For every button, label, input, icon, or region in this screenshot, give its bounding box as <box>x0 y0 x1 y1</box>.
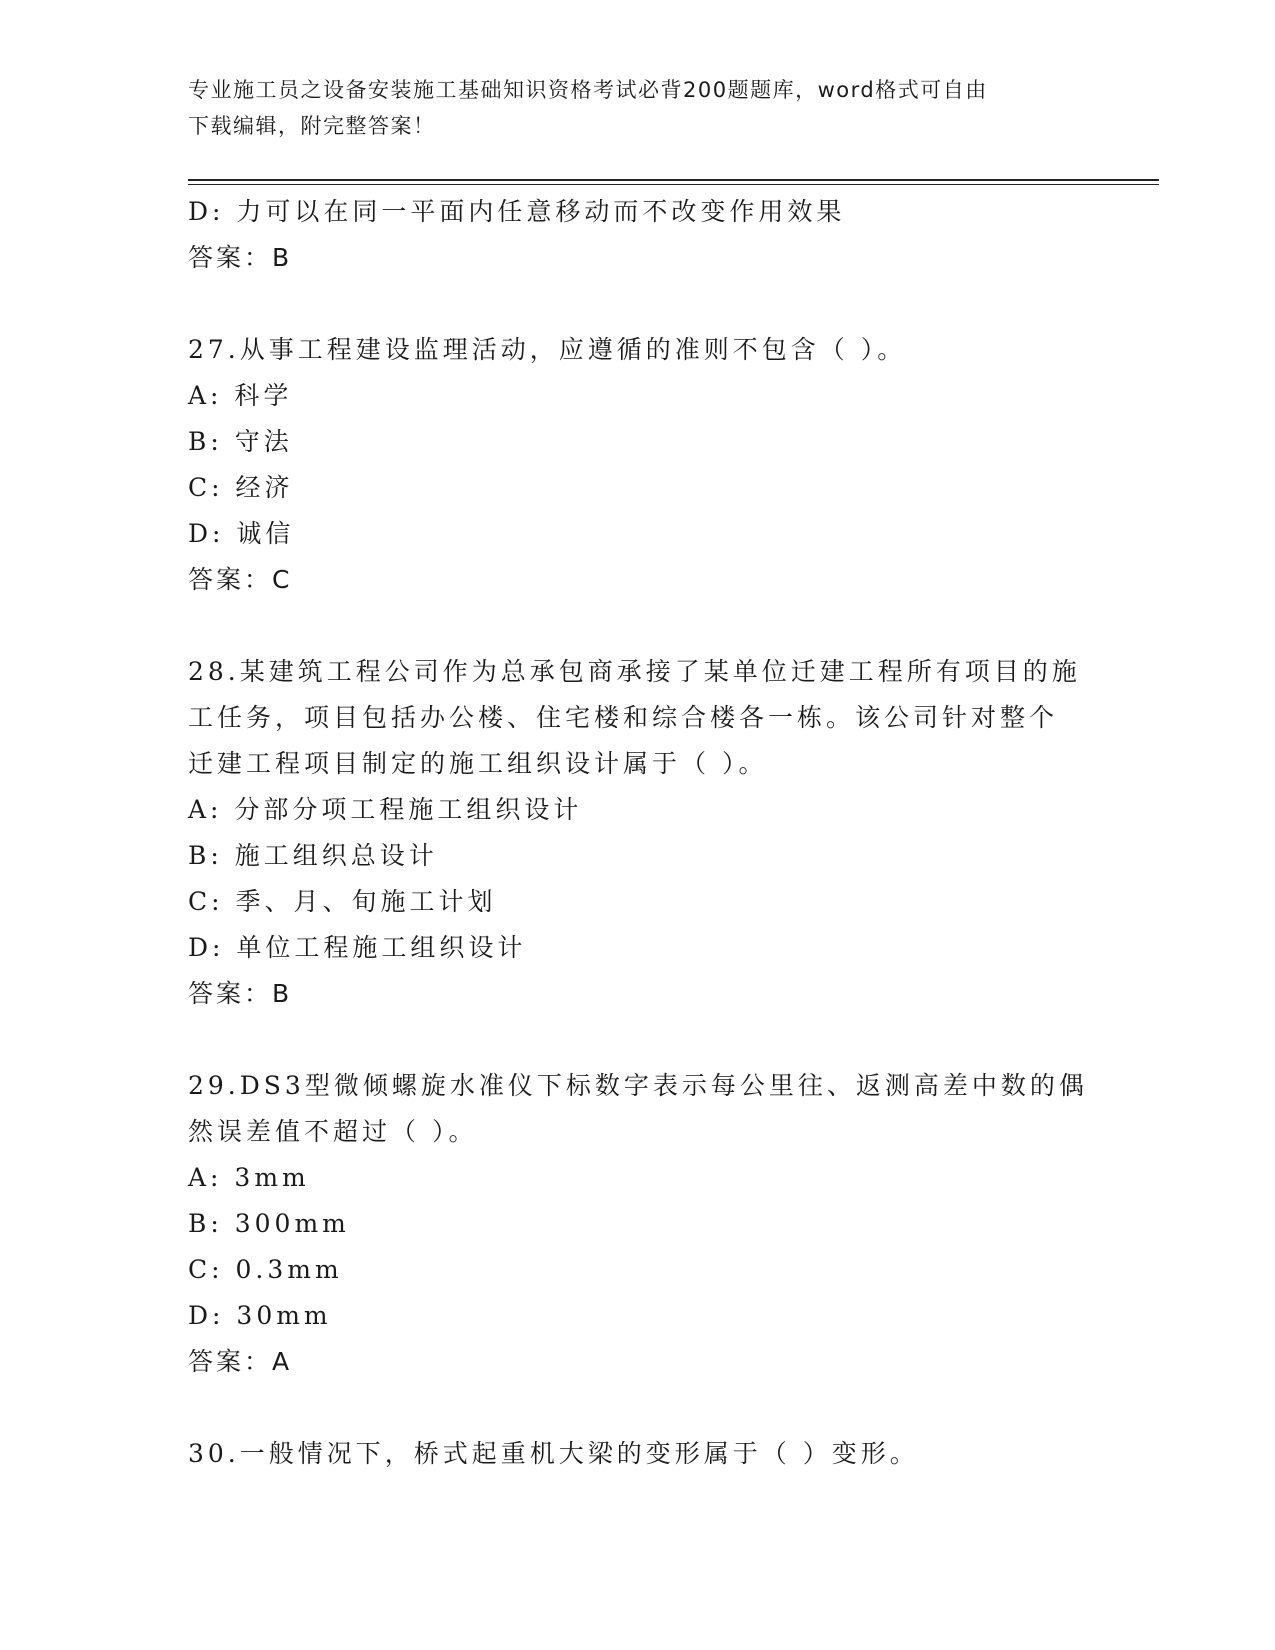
answer-label: 答案：C <box>188 565 293 594</box>
question-stem: 28.某建筑工程公司作为总承包商承接了某单位迁建工程所有项目的施 <box>188 657 1081 686</box>
header-title-line-1: 专业施工员之设备安装施工基础知识资格考试必背200题题库，word格式可自由 <box>188 78 988 102</box>
option-d: D: 诚信 <box>188 519 295 548</box>
question-stem: 27.从事工程建设监理活动，应遵循的准则不包含（ ）。 <box>188 335 907 364</box>
question-30 <box>188 1431 1088 1477</box>
answer-label: 答案：B <box>188 243 293 272</box>
header-title-line-2: 下载编辑，附完整答案！ <box>188 114 436 138</box>
question-26-continued <box>188 189 1088 281</box>
option-a: A: 3mm <box>188 1163 310 1192</box>
header-divider-thick <box>188 179 1159 181</box>
option-c: C: 经济 <box>188 473 294 502</box>
answer-label: 答案：B <box>188 979 293 1008</box>
option-c: C: 季、月、旬施工计划 <box>188 887 497 916</box>
spacer <box>188 1385 1088 1431</box>
answer-label: 答案：A <box>188 1347 293 1376</box>
spacer <box>188 281 1088 327</box>
option-d: D: 力可以在同一平面内任意移动而不改变作用效果 <box>188 197 846 226</box>
spacer <box>188 603 1088 649</box>
spacer <box>188 1017 1088 1063</box>
option-b: B: 300mm <box>188 1209 350 1238</box>
header-divider-thin <box>188 184 1159 185</box>
question-stem: 然误差值不超过（ ）。 <box>188 1117 478 1146</box>
question-28 <box>188 649 1088 1017</box>
question-27 <box>188 327 1088 603</box>
option-a: A: 分部分项工程施工组织设计 <box>188 795 583 824</box>
option-a: A: 科学 <box>188 381 293 410</box>
option-c: C: 0.3mm <box>188 1255 343 1284</box>
question-content <box>188 189 1088 1477</box>
option-d: D: 30mm <box>188 1301 332 1330</box>
question-stem: 29.DS3型微倾螺旋水准仪下标数字表示每公里往、返测高差中数的偶 <box>188 1071 1088 1100</box>
question-stem: 工任务，项目包括办公楼、住宅楼和综合楼各一栋。该公司针对整个 <box>188 703 1059 732</box>
option-b: B: 施工组织总设计 <box>188 841 438 870</box>
page-header <box>188 72 1088 144</box>
option-d: D: 单位工程施工组织设计 <box>188 933 527 962</box>
option-b: B: 守法 <box>188 427 293 456</box>
question-stem: 迁建工程项目制定的施工组织设计属于（ ）。 <box>188 749 768 778</box>
question-stem: 30.一般情况下，桥式起重机大梁的变形属于（ ）变形。 <box>188 1439 919 1468</box>
question-29 <box>188 1063 1088 1385</box>
